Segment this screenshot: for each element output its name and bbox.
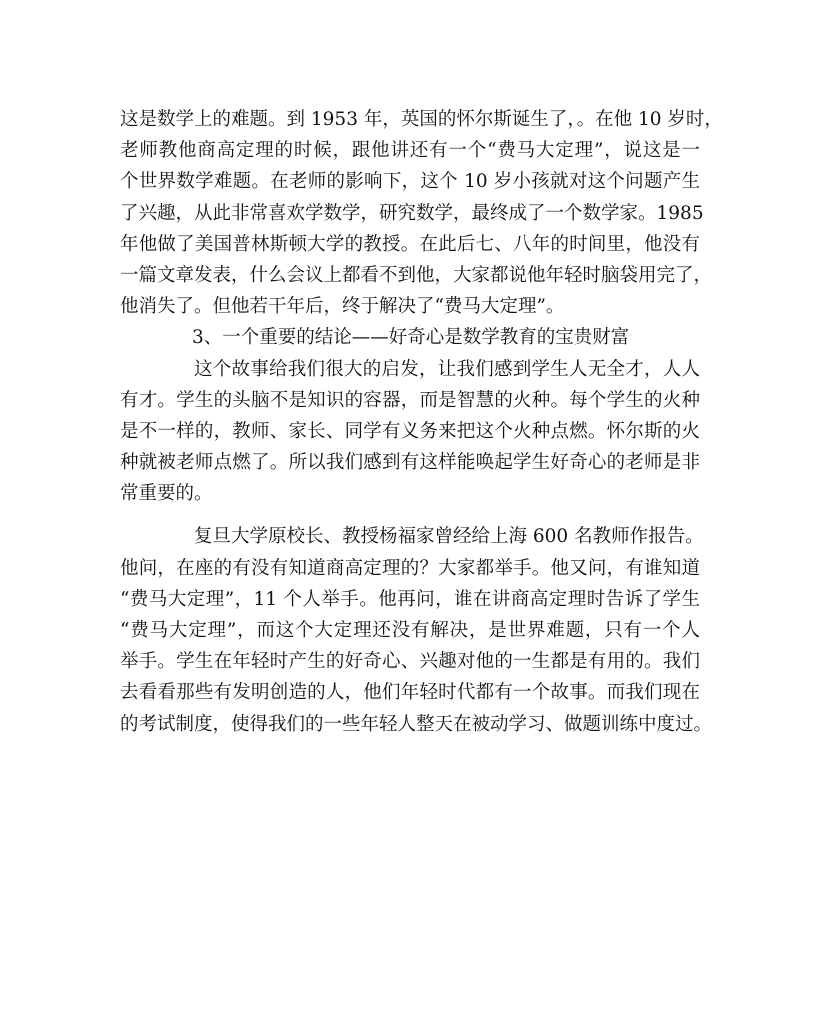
paragraph-3-line-6: 去看看那些有发明创造的人，他们年轻时代都有一个故事。而我们现在 bbox=[120, 682, 700, 704]
paragraph-3-line-1: 复旦大学原校长、教授杨福家曾经给上海 600 名教师作报告。 bbox=[194, 526, 704, 548]
paragraph-3-line-4: “费马大定理”，而这个大定理还没有解决，是世界难题，只有一个人 bbox=[120, 620, 700, 641]
paragraph-2-line-4: 种就被老师点燃了。所以我们感到有这样能唤起学生好奇心的老师是非 bbox=[120, 452, 700, 474]
paragraph-3-line-2: 他问，在座的有没有知道商高定理的？大家都举手。他又问，有谁知道 bbox=[120, 557, 700, 579]
paragraph-1-line-7: 他消失了。但他若干年后，终于解决了“费马大定理”。 bbox=[120, 296, 565, 318]
paragraph-2-line-1: 这个故事给我们很大的启发，让我们感到学生人无全才，人人 bbox=[194, 358, 700, 380]
paragraph-gap bbox=[120, 509, 700, 521]
paragraph-1-line-5: 年他做了美国普林斯顿大学的教授。在此后七、八年的时间里，他没有 bbox=[120, 233, 700, 255]
paragraph-3-line-3: “费马大定理”，11 个人举手。他再问，谁在讲商高定理时告诉了学生 bbox=[120, 588, 700, 610]
paragraph-3-line-7: 的考试制度，使得我们的一些年轻人整天在被动学习、做题训练中度过。 bbox=[120, 713, 713, 735]
paragraph-3-line-5: 举手。学生在年轻时产生的好奇心、兴趣对他的一生都是有用的。我们 bbox=[120, 651, 700, 673]
paragraph-1-line-1: 这是数学上的难题。到 1953 年，英国的怀尔斯诞生了，。在他 10 岁时， bbox=[120, 109, 723, 130]
paragraph-1-line-2: 老师教他商高定理的时候，跟他讲还有一个“费马大定理”，说这是一 bbox=[120, 140, 700, 162]
paragraph-2-line-2: 有才。学生的头脑不是知识的容器，而是智慧的火种。每个学生的火种 bbox=[120, 389, 700, 411]
paragraph-1-line-3: 个世界数学难题。在老师的影响下，这个 10 岁小孩就对这个问题产生 bbox=[120, 171, 700, 193]
paragraph-1-line-4: 了兴趣，从此非常喜欢学数学，研究数学，最终成了一个数学家。1985 bbox=[120, 202, 704, 224]
paragraph-2-line-3: 是不一样的，教师、家长、同学有义务来把这个火种点燃。怀尔斯的火 bbox=[120, 420, 700, 442]
section-heading: 3、一个重要的结论——好奇心是数学教育的宝贵财富 bbox=[192, 327, 630, 349]
paragraph-1-line-6: 一篇文章发表，什么会议上都看不到他，大家都说他年轻时脑袋用完了， bbox=[120, 264, 713, 286]
paragraph-2-line-5: 常重要的。 bbox=[120, 483, 213, 505]
document-body bbox=[120, 104, 723, 740]
